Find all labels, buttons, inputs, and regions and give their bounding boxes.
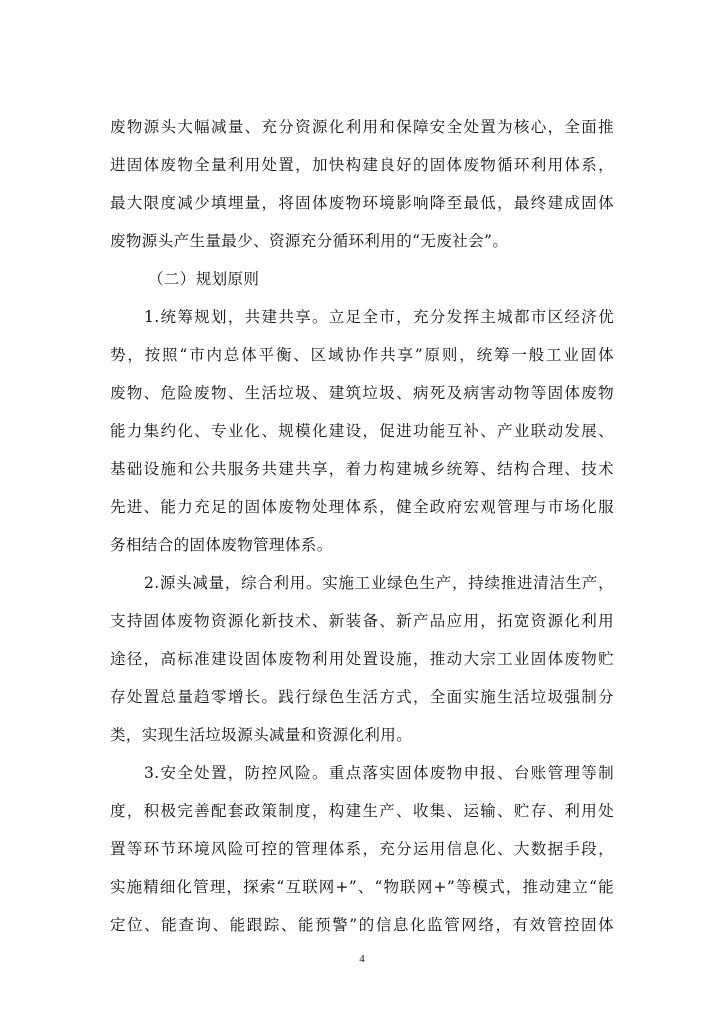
body-line: 度，积极完善配套政策制度，构建生产、收集、运输、贮存、利用处 <box>110 802 614 820</box>
body-line: 最大限度减少填埋量，将固体废物环境影响降至最低，最终建成固体 <box>110 194 614 212</box>
body-line: 途径，高标准建设固体废物利用处置设施，推动大宗工业固体废物贮 <box>110 650 614 668</box>
body-line: 废物、危险废物、生活垃圾、建筑垃圾、病死及病害动物等固体废物 <box>110 384 614 402</box>
body-line: 能力集约化、专业化、规模化建设，促进功能互补、产业联动发展、 <box>110 422 614 440</box>
body-line: 进固体废物全量利用处置，加快构建良好的固体废物循环利用体系， <box>110 156 614 174</box>
body-line: 类，实现生活垃圾源头减量和资源化利用。 <box>110 726 413 744</box>
body-line: 2.源头减量，综合利用。实施工业绿色生产，持续推进清洁生产， <box>144 574 614 592</box>
body-line: 支持固体废物资源化新技术、新装备、新产品应用，拓宽资源化利用 <box>110 612 614 630</box>
body-line: 置等环节环境风险可控的管理体系，充分运用信息化、大数据手段， <box>110 840 614 858</box>
body-line: 势，按照“市内总体平衡、区域协作共享”原则，统筹一般工业固体 <box>110 346 614 364</box>
body-line: 实施精细化管理，探索“互联网+”、“物联网+”等模式，推动建立“能 <box>110 878 614 896</box>
body-line: 定位、能查询、能跟踪、能预警”的信息化监管网络，有效管控固体 <box>110 916 614 934</box>
body-line: 1.统筹规划，共建共享。立足全市，充分发挥主城都市区经济优 <box>144 308 614 326</box>
body-line: 废物源头产生量最少、资源充分循环利用的“无废社会”。 <box>110 232 509 250</box>
body-line: 3.安全处置，防控风险。重点落实固体废物申报、台账管理等制 <box>144 764 614 782</box>
body-line: 先进、能力充足的固体废物处理体系，健全政府宏观管理与市场化服 <box>110 498 614 516</box>
body-line: 基础设施和公共服务共建共享，着力构建城乡统筹、结构合理、技术 <box>110 460 614 478</box>
body-line: 务相结合的固体废物管理体系。 <box>110 536 333 554</box>
body-line: 存处置总量趋零增长。践行绿色生活方式，全面实施生活垃圾强制分 <box>110 688 614 706</box>
page-number: 4 <box>359 953 365 965</box>
body-line: 废物源头大幅减量、充分资源化利用和保障安全处置为核心，全面推 <box>110 118 614 136</box>
section-heading: （二）规划原则 <box>148 270 260 288</box>
